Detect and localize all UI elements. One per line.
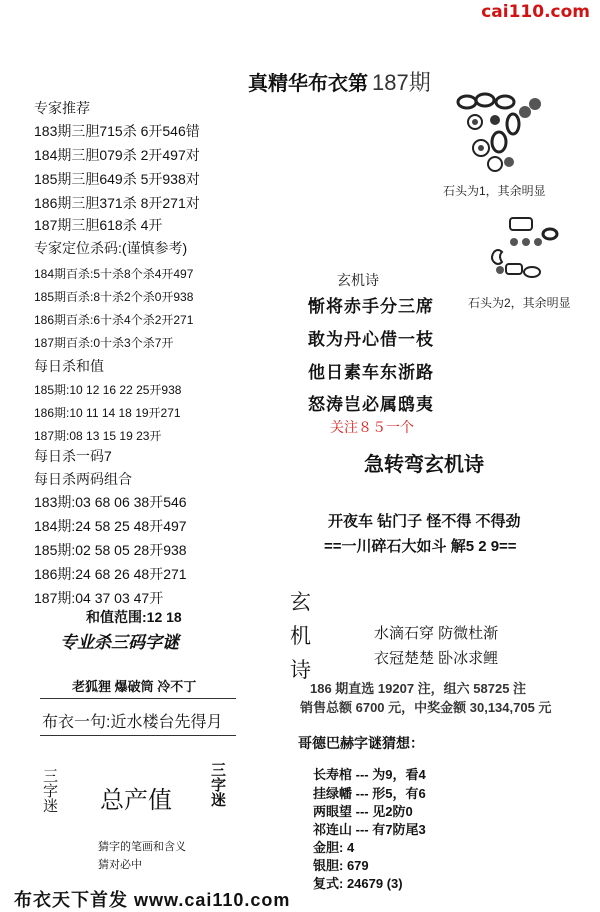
xjs-char: 玄 xyxy=(290,591,311,614)
xjs-line-1: 水滴石穿 防微杜渐 xyxy=(374,625,499,642)
total-output: 总产值 xyxy=(100,787,172,814)
experts-line: 183期三胆715杀 6开546错 xyxy=(34,123,200,139)
xjs-char: 诗 xyxy=(290,659,311,682)
sum-kill-line: 186期:10 11 14 18 19开271 xyxy=(34,406,181,420)
three-word-riddle-right: 三字迷 xyxy=(209,762,226,807)
follow-note: 关注８５一个 xyxy=(330,419,414,435)
goethe-line: 长寿棺 --- 为9，看4 xyxy=(313,767,426,782)
two-code-line: 183期:03 68 06 38开546 xyxy=(34,494,187,510)
goethe-line: 祁连山 --- 有7防尾3 xyxy=(313,822,426,837)
twist-line-2: ==一川碎石大如斗 解5 2 9== xyxy=(324,538,517,555)
chain-links-image xyxy=(486,214,570,284)
page-title xyxy=(248,66,431,97)
xjs-char: 机 xyxy=(290,625,311,648)
experts-line: 184期三胆079杀 2开497对 xyxy=(34,147,200,163)
one-sentence: 布衣一句:近水楼台先得月 xyxy=(42,714,223,731)
sum-kill-heading: 每日杀和值 xyxy=(34,358,104,374)
two-code-line: 185期:02 58 05 28开938 xyxy=(34,542,187,558)
footer-site-link[interactable]: 布衣天下首发 www.cai110.com xyxy=(14,890,291,910)
divider xyxy=(40,698,236,699)
site-watermark: cai110.com xyxy=(481,2,590,22)
chain-links-image xyxy=(455,92,555,176)
title-issue: 187期 xyxy=(372,70,431,95)
mystic-poem-line: 他日素车东浙路 xyxy=(308,363,434,382)
twist-line-1: 开夜车 钻门子 怪不得 不得劲 xyxy=(328,513,521,530)
goethe-heading: 哥德巴赫字谜猜想： xyxy=(298,735,424,751)
experts-heading: 专家推荐 xyxy=(34,100,90,116)
two-code-line: 187期:04 37 03 47开 xyxy=(34,590,164,606)
goethe-line: 两眼望 --- 见2防0 xyxy=(313,804,413,819)
mystic-poem-line: 惭将赤手分三席 xyxy=(308,297,434,316)
mystic-poem-heading: 玄机诗 xyxy=(337,272,379,288)
experts-line: 187期三胆618杀 4开 xyxy=(34,217,163,233)
positioning-heading: 专家定位杀码:(谨慎参考) xyxy=(34,240,188,256)
sum-kill-line: 185期:10 12 16 22 25开938 xyxy=(34,383,182,397)
two-code-line: 184期:24 58 25 48开497 xyxy=(34,518,187,534)
chain-caption-2: 石头为2，其余明显 xyxy=(468,296,571,310)
positioning-line: 186期百杀:6十杀4个杀2开271 xyxy=(34,313,194,327)
experts-line: 186期三胆371杀 8开271对 xyxy=(34,195,200,211)
one-code-kill: 每日杀一码7 xyxy=(34,448,112,464)
experts-line: 185期三胆649杀 5开938对 xyxy=(34,171,200,187)
goethe-line: 银胆: 679 xyxy=(313,858,369,873)
goethe-line: 挂绿幡 --- 形5，有6 xyxy=(313,786,426,801)
positioning-line: 187期百杀:0十杀3个杀7开 xyxy=(34,336,174,350)
guess-hint: 猜字的笔画和含义 xyxy=(98,841,186,853)
positioning-line: 185期百杀:8十杀2个杀0开938 xyxy=(34,290,194,304)
sum-kill-line: 187期:08 13 15 19 23开 xyxy=(34,429,162,443)
title-name: 真精华布衣第 xyxy=(248,73,368,95)
two-code-line: 186期:24 68 26 48开271 xyxy=(34,566,187,582)
xjs-line-2: 衣冠楚楚 卧冰求鲤 xyxy=(374,650,499,667)
riddle-heading: 专业杀三码字谜 xyxy=(60,633,179,653)
goethe-line: 复式: 24679 (3) xyxy=(313,876,403,891)
sales-line-1: 186 期直选 19207 注，组六 58725 注 xyxy=(310,681,527,696)
sum-range: 和值范围:12 18 xyxy=(86,609,182,625)
positioning-line: 184期百杀:5十杀8个杀4开497 xyxy=(34,267,194,281)
goethe-line: 金胆: 4 xyxy=(313,840,355,855)
sales-line-2: 销售总额 6700 元，中奖金额 30,134,705 元 xyxy=(300,700,552,715)
riddle-line: 老狐狸 爆破筒 冷不丁 xyxy=(72,679,197,694)
guess-hint: 猜对必中 xyxy=(98,859,142,871)
two-code-heading: 每日杀两码组合 xyxy=(34,471,132,487)
mystic-poem-line: 敢为丹心借一枝 xyxy=(308,330,434,349)
divider xyxy=(40,735,236,736)
twist-heading: 急转弯玄机诗 xyxy=(364,454,484,476)
chain-caption-1: 石头为1，其余明显 xyxy=(443,184,546,198)
three-word-riddle-left: 三字迷 xyxy=(41,768,58,813)
mystic-poem-line: 怒涛岂必属鸱夷 xyxy=(308,395,434,414)
